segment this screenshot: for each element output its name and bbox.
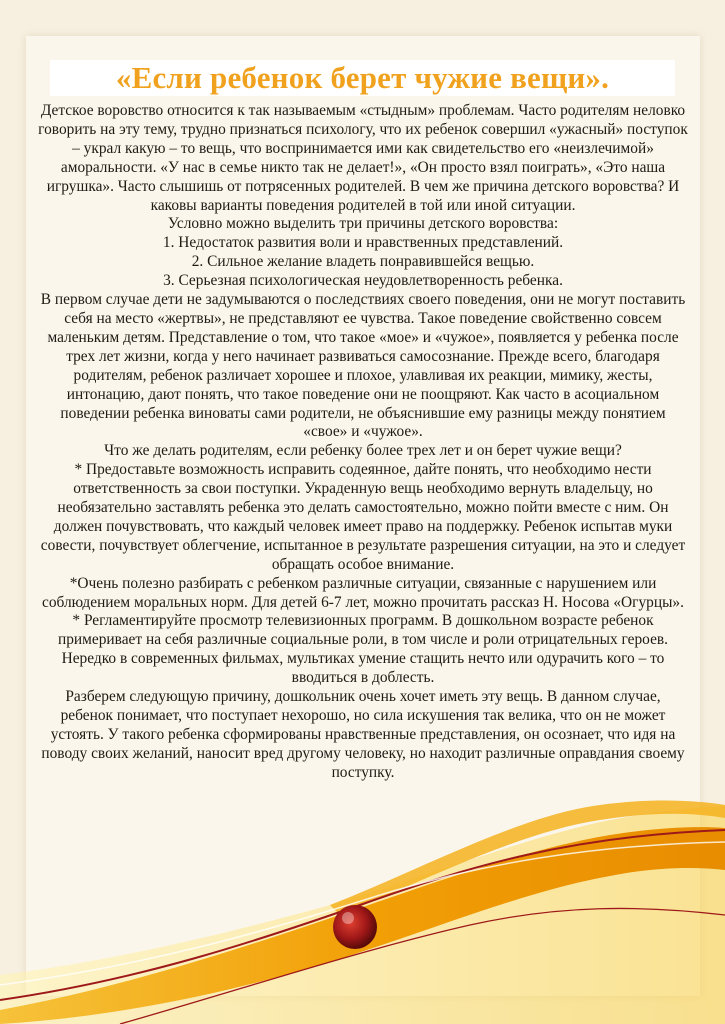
paragraph-question: Что же делать родителям, если ребенку более трех лет и он берет чужие вещи? bbox=[104, 442, 622, 460]
paragraph-reasons-intro: Условно можно выделить три причины детского воровства: bbox=[167, 215, 559, 233]
reason-item-3: 3. Серьезная психологическая неудовлетворенность ребенка. bbox=[163, 272, 563, 290]
reason-item-2: 2. Сильное желание владеть понравившейся вещью. bbox=[191, 253, 535, 271]
reason-item-1: 1. Недостаток развития воли и нравственных представлений. bbox=[162, 234, 564, 252]
red-ball-decoration bbox=[333, 905, 377, 949]
title-bar bbox=[50, 60, 675, 96]
paragraph-second-reason: Разберем следующую причину, дошкольник очень хочет иметь эту вещь. В данном случае, ребенок понимает, что поступает нехорошо, но сила искушения так велика, что он не может устоять. У такого ребенка сформированы нравственные представления, он осознает, что идя на поводу своих желаний, наносит вред другому человеку, но находит различные оправдания своему поступку. bbox=[41, 688, 685, 781]
paragraph-intro: Детское воровство относится к так называемым «стыдным» проблемам. Часто родителям неловко говорить на эту тему, трудно признаться психологу, что их ребенок совершил «ужасный» поступок – украл какую – то вещь, что воспринимается ими как свидетельство его «неизлечимой» аморальности. «У нас в семье никто так не делает!», «Он просто взял поиграть», «Это наша игрушка». Часто слышишь от потрясенных родителей. В чем же причина детского воровства? И каковы варианты поведения родителей в той или иной ситуации. bbox=[38, 102, 688, 214]
page-title: «Если ребенок берет чужие вещи». bbox=[115, 60, 610, 95]
article-body bbox=[38, 102, 688, 783]
advice-item-3: * Регламентируйте просмотр телевизионных программ. В дошкольном возрасте ребенок примеривает на себя различные социальные роли, в том числе и роли отрицательных героев. Нередко в современных фильмах, мультиках умение стащить нечто или одурачить кого – то вводиться в доблесть. bbox=[57, 612, 669, 687]
paragraph-first-case: В первом случае дети не задумываются о последствиях своего поведения, они не могут поставить себя на место «жертвы», не представляют ее чувства. Такое поведение свойственно совсем маленьким детям. Представление о том, что такое «мое» и «чужое», появляется у ребенка после трех лет жизни, когда у него начинает развиваться самосознание. Прежде всего, благодаря родителям, ребенок различает хорошее и плохое, улавливая их реакции, мимику, жесты, интонацию, дают понять, что такое поведение они не поощряют. Как часто в асоциальном поведении ребенка виноваты сами родители, не объяснившие ему разницы между понятием «свое» и «чужое». bbox=[40, 291, 686, 441]
advice-item-2: *Очень полезно разбирать с ребенком различные ситуации, связанные с нарушением или соблюдением моральных норм. Для детей 6-7 лет, можно прочитать рассказ Н. Носова «Огурцы». bbox=[42, 574, 684, 611]
advice-item-1: * Предоставьте возможность исправить содеянное, дайте понять, что необходимо нести ответственность за свои поступки. Украденную вещь необходимо вернуть владельцу, но необязательно заставлять ребенка это делать самостоятельно, можно пойти вместе с ним. Он должен почувствовать, что каждый человек имеет право на поддержку. Ребенок испытав муки совести, почувствует облегчение, испытанное в результате разрешения ситуации, на это и следует обращать особое внимание. bbox=[40, 461, 686, 573]
